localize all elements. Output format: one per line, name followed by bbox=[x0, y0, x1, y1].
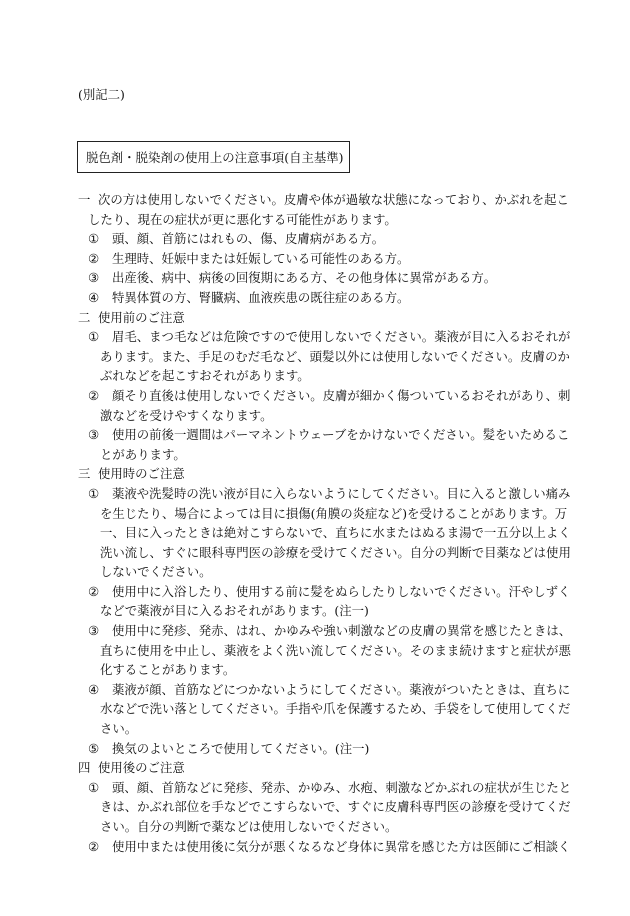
text-line: あります。また、手足のむだ毛など、頭髪以外には使用しないでください。皮膚のか bbox=[100, 348, 570, 364]
text-line: 換気のよいところで使用してください。(注一) bbox=[112, 740, 370, 756]
text-line: 次の方は使用しないでください。皮膚や体が過敏な状態になっており、かぶれを起こ bbox=[98, 192, 569, 207]
section-3-item-2 bbox=[78, 582, 571, 621]
item-text bbox=[100, 778, 572, 837]
section-number: 三 bbox=[78, 466, 91, 482]
item-number: ④ bbox=[88, 289, 100, 305]
item-number: ③ bbox=[88, 270, 100, 286]
section-4-item-2 bbox=[78, 837, 571, 857]
text-line: などで薬液が目に入るおそれがあります。(注一) bbox=[100, 603, 369, 619]
text-line: 生理時、妊娠中または妊娠している可能性のある方。 bbox=[112, 250, 410, 266]
text-line: 出産後、病中、病後の回復期にある方、その他身体に異常がある方。 bbox=[112, 270, 497, 286]
text-line: しないでください。 bbox=[100, 564, 212, 580]
section-2-item-2 bbox=[78, 386, 571, 425]
section-1 bbox=[78, 190, 569, 308]
text-line: 使用の前後一週間はパーマネントウェーブをかけないでください。髪をいためるこ bbox=[112, 427, 570, 443]
text-line: 薬液が顔、首筋などにつかないようにしてください。薬液がついたときは、直ちに bbox=[112, 681, 571, 697]
item-number: ① bbox=[88, 329, 100, 345]
text-line: を生じたり、場合によっては目に損傷(角膜の炎症など)を受けることがあります。万 bbox=[100, 505, 568, 521]
text-line: 使用前のご注意 bbox=[98, 309, 185, 325]
item-number: ① bbox=[88, 231, 100, 247]
item-number: ③ bbox=[88, 427, 100, 443]
text-line: 使用中または使用後に気分が悪くなるなど身体に異常を感じた方は医師にご相談く bbox=[112, 838, 571, 854]
section-1-item-3 bbox=[78, 268, 554, 288]
item-text bbox=[112, 739, 554, 759]
item-text bbox=[100, 582, 571, 621]
text-line: 洗い流し、すぐに眼科専門医の診療を受けてください。自分の判断で目薬などは使用 bbox=[100, 544, 571, 560]
section-heading bbox=[78, 464, 554, 484]
text-line: きは、かぶれ部位を手などでこすらないで、すぐに皮膚科専門医の診療を受けてくだ bbox=[100, 799, 571, 815]
item-number: ① bbox=[88, 485, 100, 501]
item-number: ④ bbox=[88, 681, 100, 697]
section-heading bbox=[78, 308, 554, 328]
text-line: 使用中に発疹、発赤、はれ、かゆみや強い刺激などの皮膚の異常を感じたときは、 bbox=[112, 623, 572, 639]
section-text bbox=[88, 190, 569, 229]
item-text bbox=[100, 386, 571, 425]
text-line: 特異体質の方、腎臓病、血液疾患の既往症のある方。 bbox=[112, 289, 410, 305]
section-2-item-3 bbox=[78, 425, 570, 464]
section-text bbox=[98, 464, 554, 484]
document-title: 脱色剤・脱染剤の使用上の注意事項(自主基準) bbox=[77, 141, 350, 173]
text-line: 使用後のご注意 bbox=[98, 760, 185, 776]
text-line: 水などで洗い落としてください。手指や爪を保護するため、手袋をして使用してくだ bbox=[100, 701, 571, 717]
section-text bbox=[98, 308, 554, 328]
item-text bbox=[112, 268, 554, 288]
section-3-item-5 bbox=[78, 739, 554, 759]
section-2 bbox=[78, 308, 571, 465]
section-1-item-4 bbox=[78, 288, 554, 308]
text-line: したり、現在の症状が更に悪化する可能性があります。 bbox=[88, 211, 397, 227]
annex-label: (別記二) bbox=[78, 87, 125, 102]
section-number: 二 bbox=[78, 309, 91, 325]
text-line: さい。自分の判断で薬などは使用しないでください。 bbox=[100, 819, 398, 834]
item-text bbox=[100, 425, 570, 464]
document-body bbox=[78, 190, 572, 856]
section-heading bbox=[78, 190, 569, 229]
text-line: 眉毛、まつ毛などは危険ですので使用しないでください。薬液が目に入るおそれが bbox=[112, 329, 571, 345]
section-heading bbox=[78, 758, 554, 778]
item-number: ③ bbox=[88, 623, 100, 639]
item-number: ② bbox=[88, 838, 100, 854]
item-text bbox=[112, 229, 554, 249]
text-line: 頭、顔、首筋にはれもの、傷、皮膚病がある方。 bbox=[112, 231, 385, 247]
text-line: 使用時のご注意 bbox=[98, 466, 185, 482]
text-line: 使用中に入浴したり、使用する前に髪をぬらしたりしないでください。汗やしずく bbox=[112, 583, 571, 599]
section-4 bbox=[78, 758, 572, 856]
section-number: 一 bbox=[78, 192, 91, 207]
text-line: とがあります。 bbox=[100, 446, 186, 462]
text-line: 激などを受けやすくなります。 bbox=[100, 407, 273, 423]
text-line: さい。 bbox=[100, 721, 138, 737]
section-3-item-1 bbox=[78, 484, 571, 582]
section-1-item-1 bbox=[78, 229, 554, 249]
text-line: 顔そり直後は使用しないでください。皮膚が細かく傷ついているおそれがあり、刺 bbox=[112, 387, 571, 403]
item-number: ① bbox=[88, 779, 100, 795]
item-text bbox=[112, 288, 554, 308]
item-text bbox=[100, 621, 572, 680]
item-text bbox=[100, 484, 571, 582]
item-number: ② bbox=[88, 387, 100, 403]
section-1-item-2 bbox=[78, 249, 554, 269]
section-text bbox=[98, 758, 554, 778]
section-3-item-4 bbox=[78, 680, 571, 739]
text-line: 頭、顔、首筋などに発疹、発赤、かゆみ、水疱、刺激などかぶれの症状が生じたと bbox=[112, 779, 572, 795]
item-text bbox=[100, 680, 571, 739]
item-text bbox=[112, 837, 570, 857]
text-line: 化することがあります。 bbox=[100, 662, 236, 678]
item-number: ⑤ bbox=[88, 740, 100, 756]
section-3-item-3 bbox=[78, 621, 572, 680]
text-line: 薬液や洗髪時の洗い液が目に入らないようにしてください。目に入ると激しい痛み bbox=[112, 485, 571, 501]
text-line: 直ちに使用を中止し、薬液をよく洗い流してください。そのまま続けますと症状が悪 bbox=[100, 642, 571, 658]
item-number: ② bbox=[88, 250, 100, 266]
section-number: 四 bbox=[78, 760, 91, 776]
item-number: ② bbox=[88, 583, 100, 599]
item-text bbox=[100, 327, 571, 386]
item-text bbox=[112, 249, 554, 269]
text-line: 一、目に入ったときは絶対こすらないで、直ちに水またはぬるま湯で一五分以上よく bbox=[100, 525, 571, 541]
section-3 bbox=[78, 464, 572, 758]
text-line: ぶれなどを起こすおそれがあります。 bbox=[100, 368, 310, 384]
section-2-item-1 bbox=[78, 327, 571, 386]
section-4-item-1 bbox=[78, 778, 572, 837]
